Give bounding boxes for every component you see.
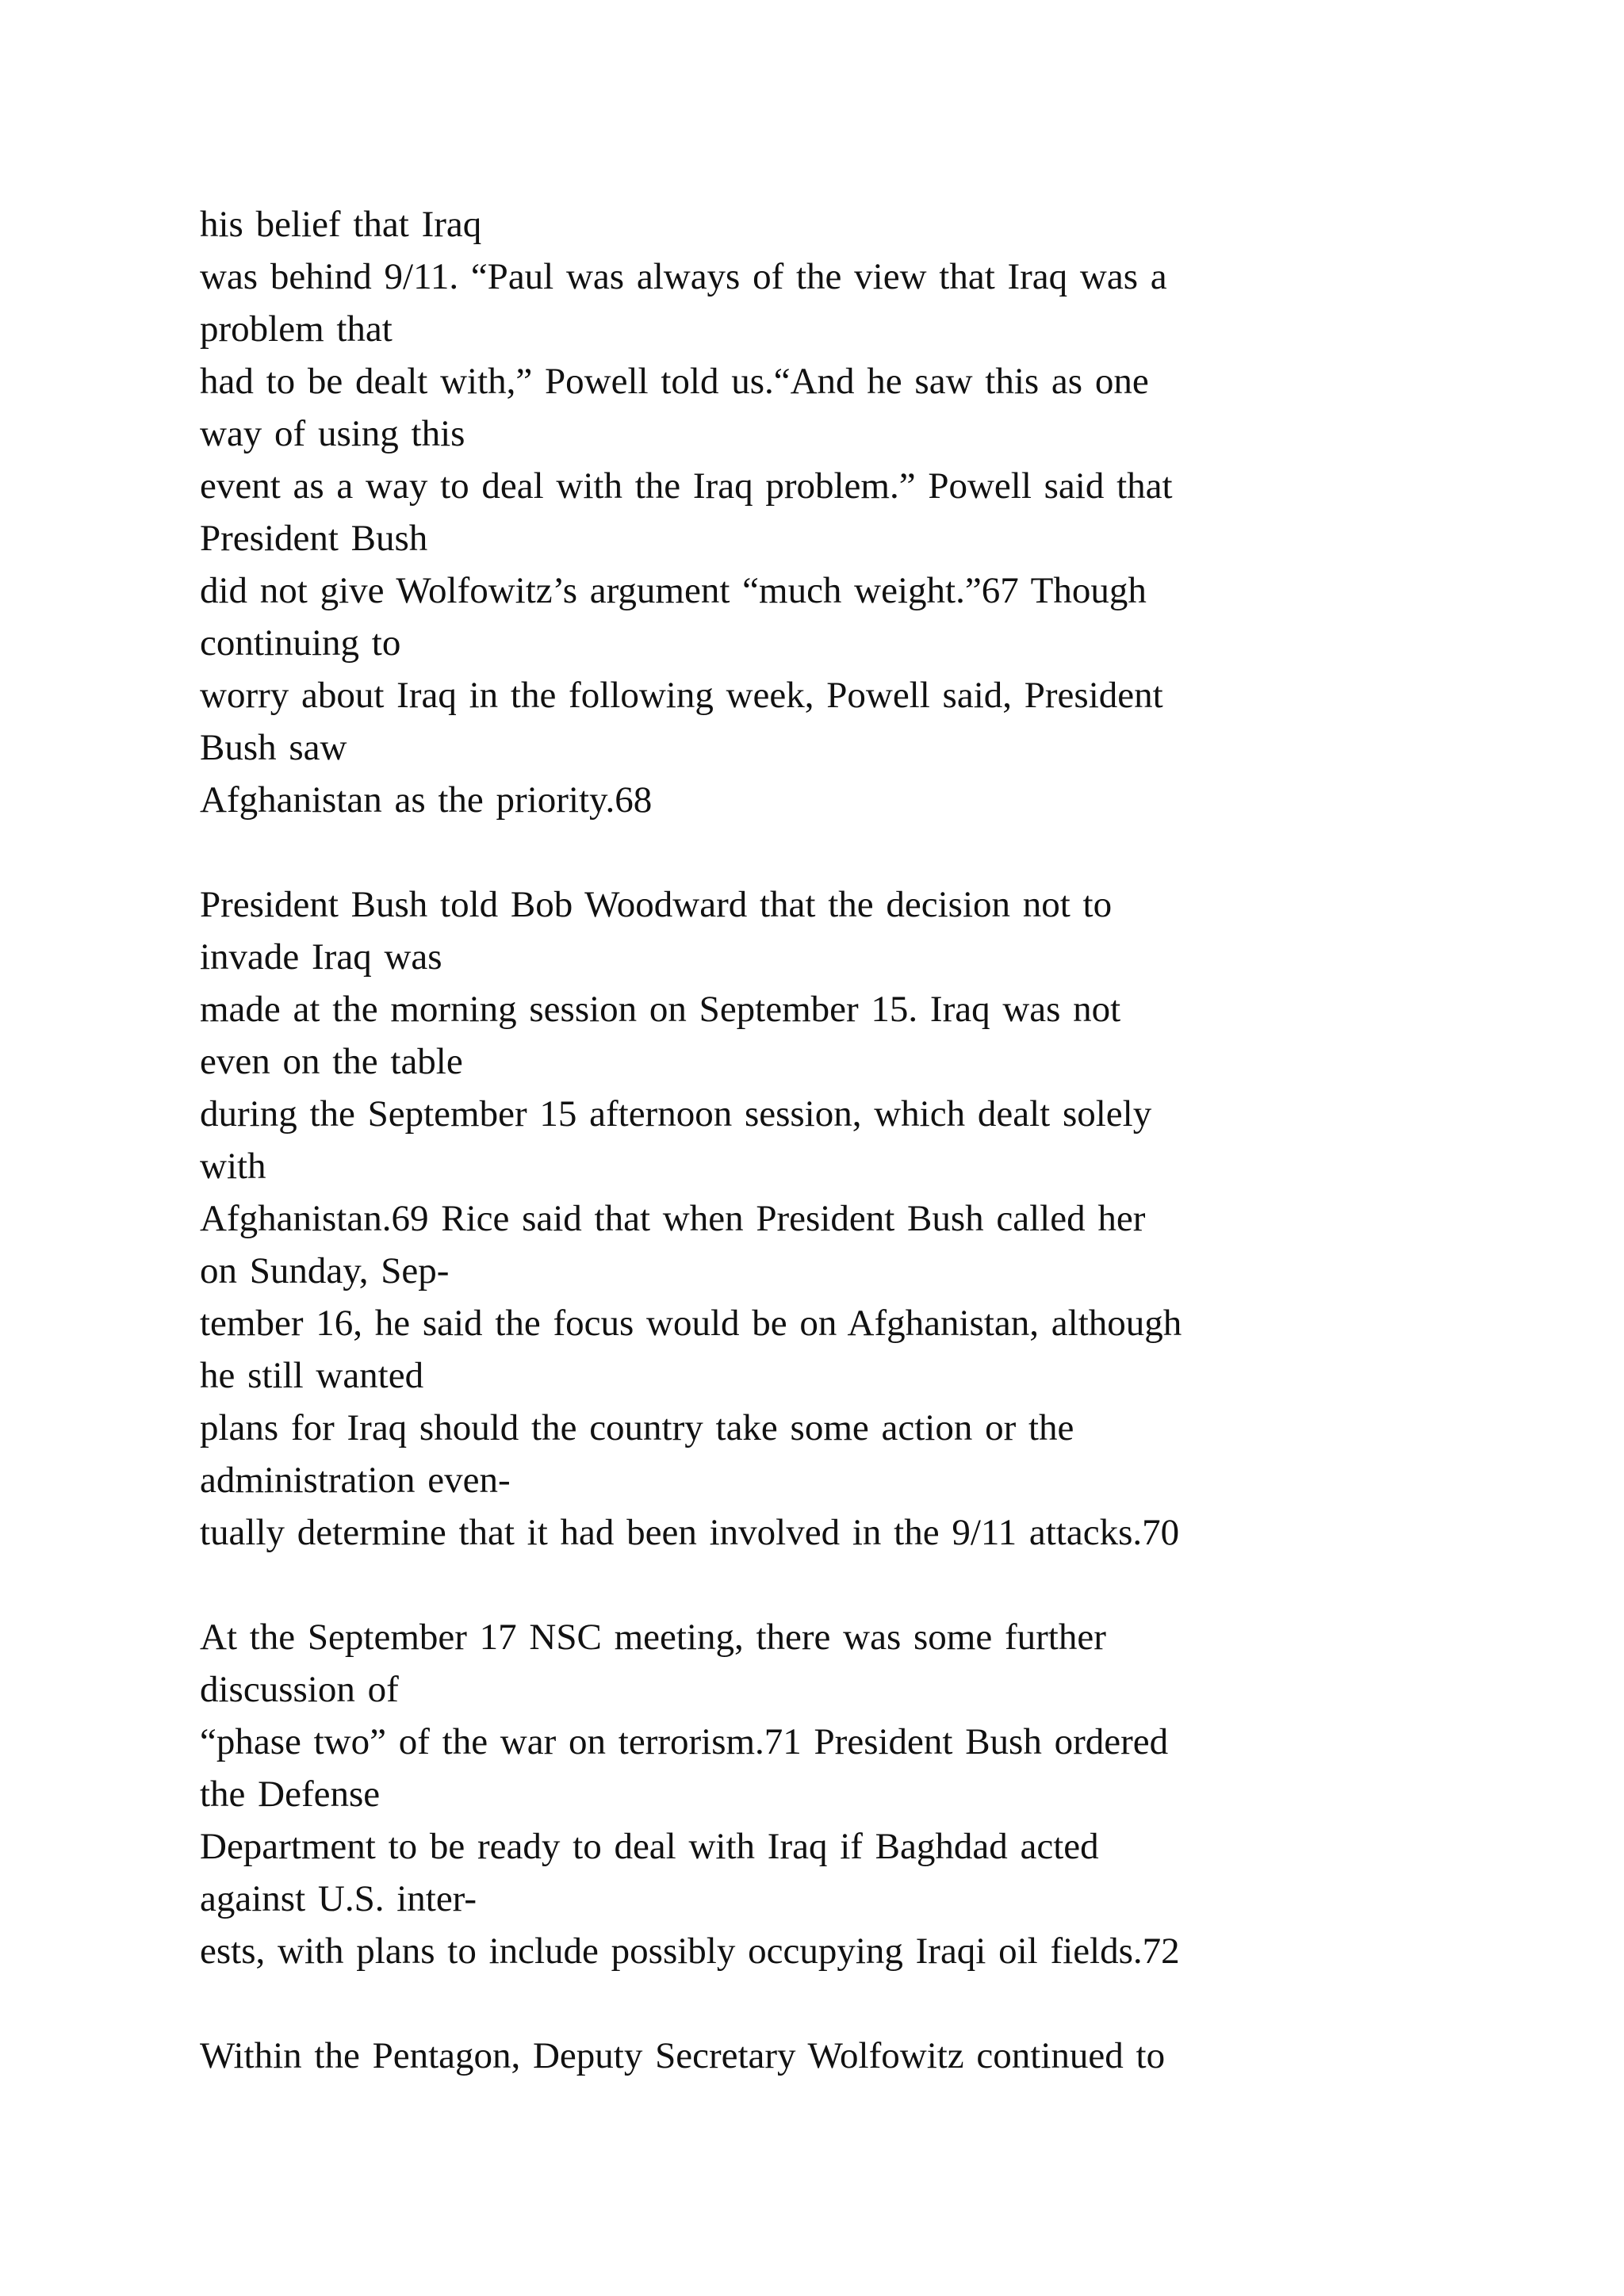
text-line: problem that [200, 308, 393, 350]
text-line: had to be dealt with,” Powell told us.“And he saw this as one [200, 361, 1149, 402]
text-line: during the September 15 afternoon session, which dealt solely [200, 1093, 1152, 1135]
text-line: on Sunday, Sep- [200, 1250, 450, 1292]
text-line: way of using this [200, 413, 465, 454]
text-line: administration even- [200, 1460, 511, 1501]
text-line: invade Iraq was [200, 936, 442, 978]
text-line: plans for Iraq should the country take some action or the [200, 1407, 1074, 1448]
body-text [200, 198, 1516, 2082]
text-line: Afghanistan.69 Rice said that when President Bush called her [200, 1198, 1146, 1239]
text-line: “phase two” of the war on terrorism.71 President Bush ordered [200, 1721, 1169, 1762]
text-line: President Bush told Bob Woodward that the decision not to [200, 884, 1113, 925]
text-line: discussion of [200, 1669, 399, 1710]
text-line: ests, with plans to include possibly occupying Iraqi oil fields.72 [200, 1931, 1180, 1972]
text-line: he still wanted [200, 1355, 424, 1396]
text-line: worry about Iraq in the following week, Powell said, President [200, 675, 1163, 716]
text-line: the Defense [200, 1774, 381, 1815]
text-line: with [200, 1146, 266, 1187]
text-line: made at the morning session on September 15. Iraq was not [200, 989, 1121, 1030]
text-line: his belief that Iraq [200, 204, 482, 245]
text-line: President Bush [200, 518, 428, 559]
text-line: against U.S. inter- [200, 1878, 477, 1919]
text-line: Bush saw [200, 727, 347, 768]
text-line: even on the table [200, 1041, 463, 1082]
text-line: was behind 9/11. “Paul was always of the view that Iraq was a [200, 256, 1167, 297]
text-line: Afghanistan as the priority.68 [200, 779, 653, 821]
paragraph-break [200, 826, 1516, 878]
text-line: event as a way to deal with the Iraq problem.” Powell said that [200, 465, 1173, 507]
text-line: continuing to [200, 622, 401, 664]
text-line: Within the Pentagon, Deputy Secretary Wolfowitz continued to [200, 2035, 1166, 2076]
paragraph-break [200, 1977, 1516, 2030]
text-line: tember 16, he said the focus would be on Afghanistan, although [200, 1303, 1182, 1344]
text-line: Department to be ready to deal with Iraq if Baghdad acted [200, 1826, 1099, 1867]
text-line: did not give Wolfowitz’s argument “much weight.”67 Though [200, 570, 1147, 611]
text-line: tually determine that it had been involved in the 9/11 attacks.70 [200, 1512, 1180, 1553]
paragraph-break [200, 1559, 1516, 1611]
text-line: At the September 17 NSC meeting, there was some further [200, 1617, 1106, 1658]
